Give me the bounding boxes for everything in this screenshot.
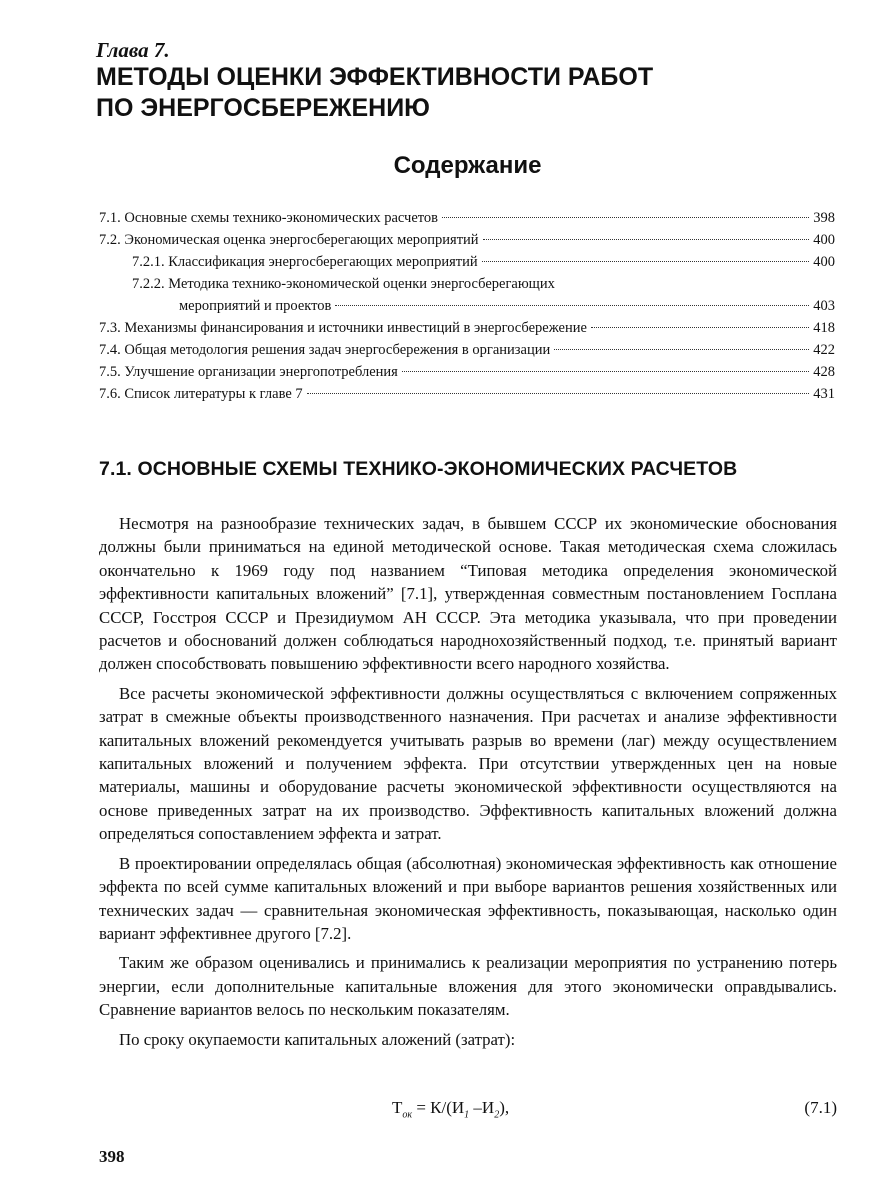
toc-item-text: мероприятий и проектов xyxy=(179,298,332,314)
toc-item-page: 428 xyxy=(813,364,835,380)
section-body xyxy=(99,512,837,1057)
toc-item[interactable] xyxy=(99,383,835,405)
toc-dot-leader xyxy=(307,393,810,394)
formula-mid: –И xyxy=(469,1098,495,1117)
paragraph: Все расчеты экономической эффективности должны осуществляться с включением сопряженных затрат в смежные объекты производственного назначения. При расчетах и анализе эффективности капитальных вложений рекомендуется учитывать разрыв во времени (лаг) между осуществлением капитальных вложений и получением эффекта. При отсутствии утвержденных цен на новые материалы, машины и оборудование расчеты экономической эффективности осуществляются на основе приведенных затрат на их производство. Эффективность капитальных вложений должна определяться сопоставлением эффекта и затрат. xyxy=(99,683,837,844)
chapter-title-line-1: МЕТОДЫ ОЦЕНКИ ЭФФЕКТИВНОСТИ РАБОТ xyxy=(96,63,654,91)
toc-item[interactable] xyxy=(99,361,835,383)
toc-item-text: 7.2.1. Классификация энергосберегающих мероприятий xyxy=(132,254,478,270)
toc-item[interactable] xyxy=(99,207,835,229)
toc-dot-leader xyxy=(442,217,809,218)
toc-item-page: 400 xyxy=(813,232,835,248)
toc-item-page: 403 xyxy=(813,298,835,314)
toc-item-text: 7.6. Список литературы к главе 7 xyxy=(99,386,303,402)
toc-item-page: 400 xyxy=(813,254,835,270)
toc-item-page: 418 xyxy=(813,320,835,336)
formula-lhs-subscript: ок xyxy=(402,1109,413,1121)
toc-item[interactable] xyxy=(99,229,835,251)
paragraph: По сроку окупаемости капитальных аложений (затрат): xyxy=(119,1029,516,1049)
toc-item[interactable] xyxy=(99,339,835,361)
toc-dot-leader xyxy=(483,239,810,240)
toc-dot-leader xyxy=(482,261,810,262)
formula-expression xyxy=(392,1098,509,1120)
formula-lhs: Т xyxy=(392,1098,403,1117)
toc-item-text: 7.4. Общая методология решения задач энергосбережения в организации xyxy=(99,342,551,358)
section-heading: 7.1. ОСНОВНЫЕ СХЕМЫ ТЕХНИКО-ЭКОНОМИЧЕСКИХ РАСЧЕТОВ xyxy=(99,458,738,480)
page-number: 398 xyxy=(99,1147,125,1166)
toc-dot-leader xyxy=(554,349,809,350)
formula-subscript-2: 2 xyxy=(494,1109,500,1121)
toc-item-text: 7.5. Улучшение организации энергопотребления xyxy=(99,364,398,380)
table-of-contents xyxy=(99,207,835,405)
chapter-title xyxy=(96,62,796,124)
chapter-title-line-2: ПО ЭНЕРГОСБЕРЕЖЕНИЮ xyxy=(96,94,430,122)
toc-item-text: 7.1. Основные схемы технико-экономических расчетов xyxy=(99,210,439,226)
toc-heading: Содержание xyxy=(393,152,542,179)
toc-item-text: 7.2.2. Методика технико-экономической оценки энергосберегающих xyxy=(132,276,555,292)
paragraph: Несмотря на разнообразие технических задач, в бывшем СССР их экономические обоснования должны были приниматься на единой методической основе. Такая методическая схема сложилась окончательно к 1969 году под названием “Типовая методика определения экономической эффективности капитальных вложений” [7.1], утвержденная совместным постановлением Госплана СССР, Госстроя СССР и Президиумом АН СССР. Эта методика указывала, что при проведении расчетов и обоснований должен соблюдаться народнохозяйственный подход, т.е. принятый вариант должен способствовать повышению эффективности всего народного хозяйства. xyxy=(99,514,837,674)
paragraph: В проектировании определялась общая (абсолютная) экономическая эффективность как отношение эффекта по всей сумме капитальных вложений и при выборе вариантов решения хозяйственных или технических задач — сравнительная экономическая эффективность, показывающая, насколько один вариант эффективнее другого [7.2]. xyxy=(99,853,837,943)
toc-item-page: 398 xyxy=(813,210,835,226)
toc-item[interactable] xyxy=(99,251,835,273)
toc-dot-leader xyxy=(335,305,809,306)
toc-item-text: 7.3. Механизмы финансирования и источники инвестиций в энергосбережение xyxy=(99,320,587,336)
toc-item[interactable] xyxy=(99,317,835,339)
chapter-label: Глава 7. xyxy=(96,38,170,62)
toc-item-page: 422 xyxy=(813,342,835,358)
toc-item-page: 431 xyxy=(813,386,835,402)
formula-eq: = К/(И xyxy=(412,1098,465,1117)
toc-dot-leader xyxy=(402,371,809,372)
toc-item-continuation[interactable] xyxy=(99,295,835,317)
toc-item[interactable] xyxy=(99,273,835,295)
toc-item-text: 7.2. Экономическая оценка энергосберегающих мероприятий xyxy=(99,232,479,248)
toc-dot-leader xyxy=(591,327,809,328)
paragraph: Таким же образом оценивались и принимались к реализации мероприятия по устранению потерь энергии, если дополнительные капитальные вложения для этого экономически оправдывались. Сравнение вариантов велось по нескольким показателям. xyxy=(99,953,837,1020)
formula-7-1 xyxy=(99,1098,837,1122)
formula-number: (7.1) xyxy=(804,1098,837,1117)
formula-tail: ), xyxy=(499,1098,510,1117)
formula-subscript-1: 1 xyxy=(464,1109,470,1121)
